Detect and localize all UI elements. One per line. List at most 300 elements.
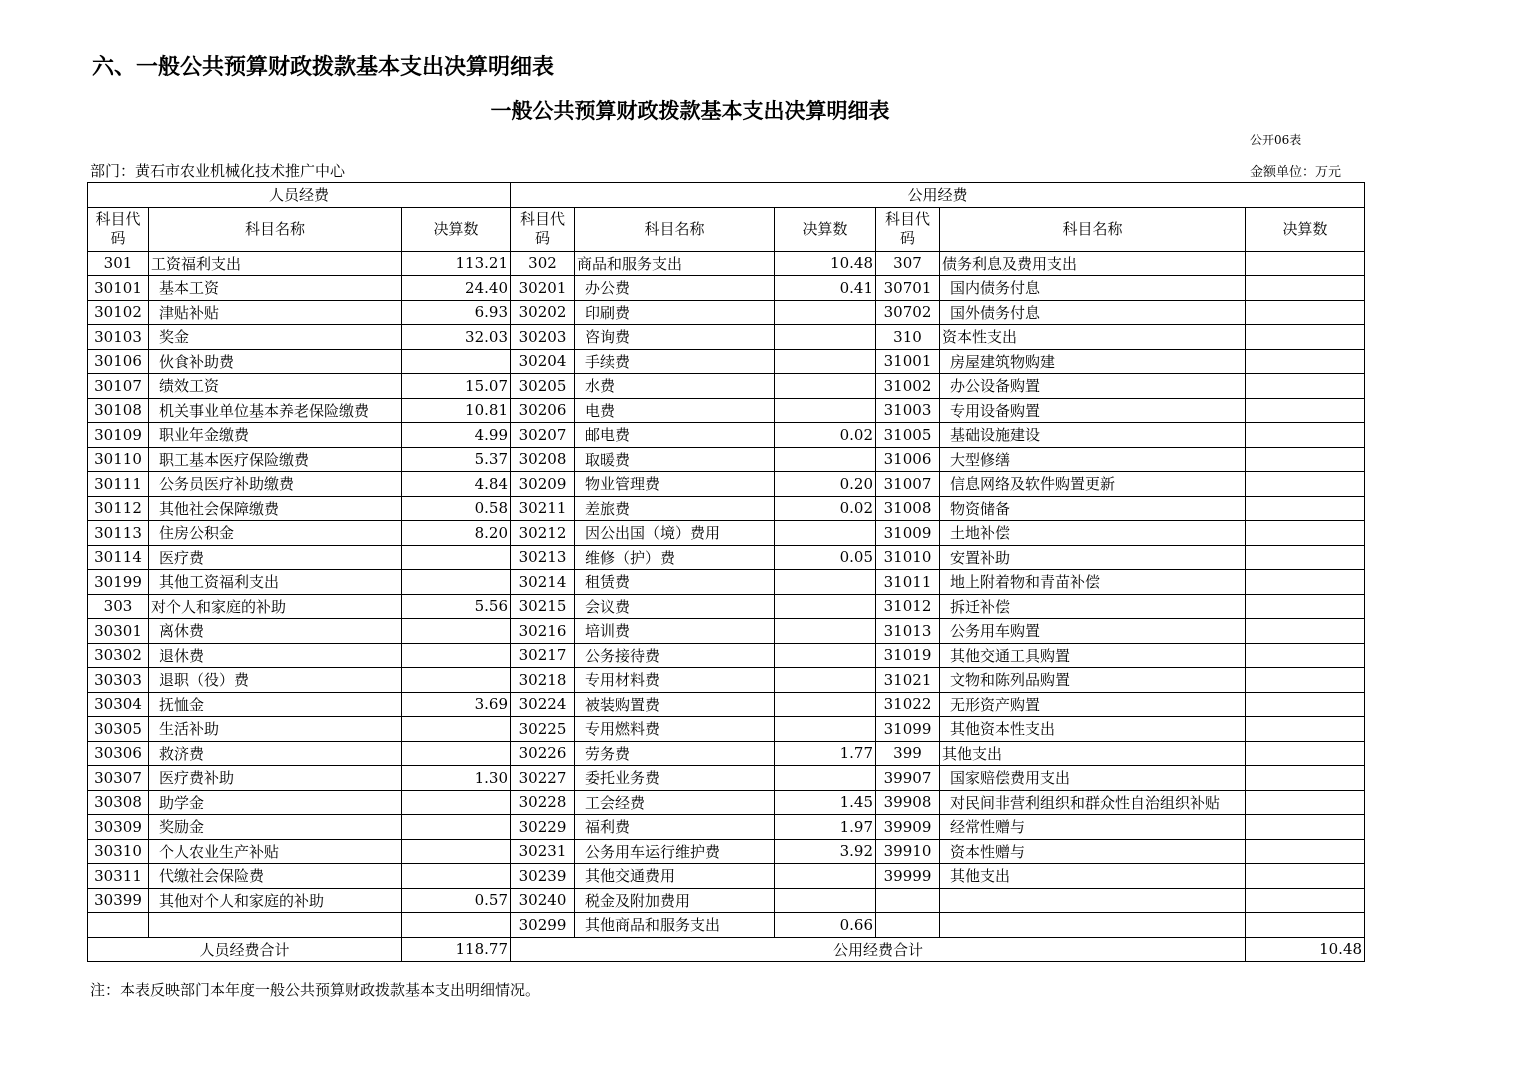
table-row bbox=[88, 619, 1365, 644]
item-amount bbox=[1246, 545, 1365, 570]
col-header-amount: 决算数 bbox=[1246, 207, 1365, 251]
item-name: 医疗费补助 bbox=[149, 766, 402, 791]
table-row bbox=[88, 668, 1365, 693]
item-name: 咨询费 bbox=[575, 325, 775, 350]
item-name: 安置补助 bbox=[940, 545, 1246, 570]
item-code: 30106 bbox=[88, 349, 149, 374]
item-name: 福利费 bbox=[575, 815, 775, 840]
item-amount: 0.02 bbox=[775, 496, 876, 521]
item-name: 债务利息及费用支出 bbox=[940, 251, 1246, 276]
group-header-row bbox=[88, 183, 1365, 208]
item-code: 303 bbox=[88, 594, 149, 619]
item-amount: 0.05 bbox=[775, 545, 876, 570]
item-name: 大型修缮 bbox=[940, 447, 1246, 472]
item-code: 30304 bbox=[88, 692, 149, 717]
table-row bbox=[88, 643, 1365, 668]
item-code: 30306 bbox=[88, 741, 149, 766]
table-row bbox=[88, 374, 1365, 399]
item-code: 30239 bbox=[511, 864, 575, 889]
item-name: 代缴社会保险费 bbox=[149, 864, 402, 889]
item-amount bbox=[775, 668, 876, 693]
col-header-code: 科目代码 bbox=[88, 207, 149, 251]
item-code: 39908 bbox=[876, 790, 940, 815]
item-name: 电费 bbox=[575, 398, 775, 423]
item-name: 劳务费 bbox=[575, 741, 775, 766]
table-title: 一般公共预算财政拨款基本支出决算明细表 bbox=[490, 99, 890, 123]
item-code: 31001 bbox=[876, 349, 940, 374]
item-code: 31005 bbox=[876, 423, 940, 448]
item-code: 31011 bbox=[876, 570, 940, 595]
item-code: 30399 bbox=[88, 888, 149, 913]
item-name: 医疗费 bbox=[149, 545, 402, 570]
item-code: 31002 bbox=[876, 374, 940, 399]
item-code: 30207 bbox=[511, 423, 575, 448]
item-amount: 6.93 bbox=[402, 300, 511, 325]
item-code: 30240 bbox=[511, 888, 575, 913]
table-row bbox=[88, 423, 1365, 448]
item-name: 水费 bbox=[575, 374, 775, 399]
item-amount: 1.77 bbox=[775, 741, 876, 766]
item-amount bbox=[1246, 692, 1365, 717]
item-amount bbox=[775, 619, 876, 644]
table-row bbox=[88, 496, 1365, 521]
item-name: 公务用车运行维护费 bbox=[575, 839, 775, 864]
item-amount: 15.07 bbox=[402, 374, 511, 399]
item-amount: 0.66 bbox=[775, 913, 876, 938]
item-name: 工会经费 bbox=[575, 790, 775, 815]
item-code: 30214 bbox=[511, 570, 575, 595]
item-name bbox=[149, 913, 402, 938]
item-amount bbox=[775, 594, 876, 619]
item-amount bbox=[775, 521, 876, 546]
item-amount bbox=[775, 325, 876, 350]
item-code: 302 bbox=[511, 251, 575, 276]
item-name: 救济费 bbox=[149, 741, 402, 766]
item-name: 公务接待费 bbox=[575, 643, 775, 668]
item-amount bbox=[1246, 447, 1365, 472]
column-header-row bbox=[88, 207, 1365, 251]
item-amount bbox=[1246, 594, 1365, 619]
item-amount: 10.81 bbox=[402, 398, 511, 423]
item-name: 印刷费 bbox=[575, 300, 775, 325]
item-code: 30702 bbox=[876, 300, 940, 325]
item-name: 绩效工资 bbox=[149, 374, 402, 399]
item-amount bbox=[402, 349, 511, 374]
item-amount bbox=[1246, 815, 1365, 840]
item-code: 30231 bbox=[511, 839, 575, 864]
item-amount: 0.58 bbox=[402, 496, 511, 521]
item-code bbox=[876, 913, 940, 938]
item-amount bbox=[402, 790, 511, 815]
item-amount: 3.92 bbox=[775, 839, 876, 864]
item-name: 伙食补助费 bbox=[149, 349, 402, 374]
item-code: 30102 bbox=[88, 300, 149, 325]
table-row bbox=[88, 717, 1365, 742]
item-name: 对个人和家庭的补助 bbox=[149, 594, 402, 619]
item-code: 31099 bbox=[876, 717, 940, 742]
item-code: 30209 bbox=[511, 472, 575, 497]
col-header-code: 科目代码 bbox=[876, 207, 940, 251]
item-name: 其他商品和服务支出 bbox=[575, 913, 775, 938]
item-amount bbox=[1246, 349, 1365, 374]
item-code: 30307 bbox=[88, 766, 149, 791]
table-row bbox=[88, 790, 1365, 815]
item-name: 会议费 bbox=[575, 594, 775, 619]
item-name: 专用材料费 bbox=[575, 668, 775, 693]
item-amount: 5.37 bbox=[402, 447, 511, 472]
item-amount bbox=[402, 864, 511, 889]
item-code: 31010 bbox=[876, 545, 940, 570]
item-name: 办公设备购置 bbox=[940, 374, 1246, 399]
item-amount bbox=[402, 668, 511, 693]
item-amount bbox=[1246, 643, 1365, 668]
item-amount: 3.69 bbox=[402, 692, 511, 717]
item-amount bbox=[402, 570, 511, 595]
item-name: 其他交通工具购置 bbox=[940, 643, 1246, 668]
item-code: 31003 bbox=[876, 398, 940, 423]
table-row bbox=[88, 692, 1365, 717]
public-group-header: 公用经费 bbox=[511, 183, 1365, 208]
item-amount bbox=[1246, 374, 1365, 399]
item-code: 30111 bbox=[88, 472, 149, 497]
item-code: 31012 bbox=[876, 594, 940, 619]
item-name: 房屋建筑物购建 bbox=[940, 349, 1246, 374]
item-code: 30206 bbox=[511, 398, 575, 423]
item-name bbox=[940, 913, 1246, 938]
col-header-name: 科目名称 bbox=[940, 207, 1246, 251]
item-name: 职业年金缴费 bbox=[149, 423, 402, 448]
item-amount bbox=[1246, 251, 1365, 276]
item-name: 文物和陈列品购置 bbox=[940, 668, 1246, 693]
item-name: 信息网络及软件购置更新 bbox=[940, 472, 1246, 497]
item-name: 专用燃料费 bbox=[575, 717, 775, 742]
item-name: 资本性赠与 bbox=[940, 839, 1246, 864]
item-name: 税金及附加费用 bbox=[575, 888, 775, 913]
item-name: 其他支出 bbox=[940, 864, 1246, 889]
item-amount bbox=[775, 570, 876, 595]
item-name: 委托业务费 bbox=[575, 766, 775, 791]
item-code bbox=[88, 913, 149, 938]
item-amount bbox=[1246, 913, 1365, 938]
item-name: 手续费 bbox=[575, 349, 775, 374]
table-row bbox=[88, 276, 1365, 301]
item-amount bbox=[775, 766, 876, 791]
item-name: 公务员医疗补助缴费 bbox=[149, 472, 402, 497]
item-name: 差旅费 bbox=[575, 496, 775, 521]
item-amount bbox=[775, 864, 876, 889]
item-name: 机关事业单位基本养老保险缴费 bbox=[149, 398, 402, 423]
item-code: 31021 bbox=[876, 668, 940, 693]
table-row bbox=[88, 815, 1365, 840]
item-code: 30110 bbox=[88, 447, 149, 472]
item-amount bbox=[775, 349, 876, 374]
table-row bbox=[88, 594, 1365, 619]
item-amount bbox=[1246, 888, 1365, 913]
item-amount bbox=[775, 398, 876, 423]
table-row bbox=[88, 251, 1365, 276]
item-code: 30208 bbox=[511, 447, 575, 472]
item-name: 基本工资 bbox=[149, 276, 402, 301]
item-amount bbox=[775, 300, 876, 325]
item-name: 助学金 bbox=[149, 790, 402, 815]
item-code: 30103 bbox=[88, 325, 149, 350]
item-amount: 0.20 bbox=[775, 472, 876, 497]
item-code: 31022 bbox=[876, 692, 940, 717]
item-code: 30204 bbox=[511, 349, 575, 374]
personnel-total-value: 118.77 bbox=[402, 937, 511, 962]
item-code: 30202 bbox=[511, 300, 575, 325]
item-code: 30112 bbox=[88, 496, 149, 521]
item-code: 30701 bbox=[876, 276, 940, 301]
item-amount bbox=[1246, 423, 1365, 448]
expenditure-table bbox=[87, 182, 1365, 962]
totals-row bbox=[88, 937, 1365, 962]
col-header-name: 科目名称 bbox=[575, 207, 775, 251]
table-row bbox=[88, 913, 1365, 938]
item-amount bbox=[1246, 570, 1365, 595]
item-code: 30226 bbox=[511, 741, 575, 766]
footnote: 注：本表反映部门本年度一般公共预算财政拨款基本支出明细情况。 bbox=[90, 981, 541, 999]
item-name: 物资储备 bbox=[940, 496, 1246, 521]
item-amount bbox=[402, 643, 511, 668]
item-amount: 1.97 bbox=[775, 815, 876, 840]
table-row bbox=[88, 325, 1365, 350]
item-name: 取暖费 bbox=[575, 447, 775, 472]
item-amount bbox=[1246, 325, 1365, 350]
item-code: 30218 bbox=[511, 668, 575, 693]
table-row bbox=[88, 349, 1365, 374]
table-row bbox=[88, 839, 1365, 864]
item-name: 离休费 bbox=[149, 619, 402, 644]
item-name: 办公费 bbox=[575, 276, 775, 301]
item-amount: 4.99 bbox=[402, 423, 511, 448]
item-amount bbox=[775, 692, 876, 717]
table-row bbox=[88, 398, 1365, 423]
item-name: 邮电费 bbox=[575, 423, 775, 448]
item-name: 拆迁补偿 bbox=[940, 594, 1246, 619]
table-row bbox=[88, 472, 1365, 497]
item-code: 31019 bbox=[876, 643, 940, 668]
item-name: 因公出国（境）费用 bbox=[575, 521, 775, 546]
item-amount bbox=[1246, 741, 1365, 766]
item-amount bbox=[1246, 668, 1365, 693]
item-name: 其他支出 bbox=[940, 741, 1246, 766]
item-code: 30305 bbox=[88, 717, 149, 742]
item-name: 其他对个人和家庭的补助 bbox=[149, 888, 402, 913]
item-code: 39909 bbox=[876, 815, 940, 840]
item-code: 30109 bbox=[88, 423, 149, 448]
table-row bbox=[88, 864, 1365, 889]
item-amount bbox=[1246, 398, 1365, 423]
item-name: 住房公积金 bbox=[149, 521, 402, 546]
col-header-amount: 决算数 bbox=[402, 207, 511, 251]
item-code: 30303 bbox=[88, 668, 149, 693]
item-amount: 32.03 bbox=[402, 325, 511, 350]
item-name: 奖励金 bbox=[149, 815, 402, 840]
item-amount: 24.40 bbox=[402, 276, 511, 301]
item-code: 30199 bbox=[88, 570, 149, 595]
item-code: 30107 bbox=[88, 374, 149, 399]
item-name: 个人农业生产补贴 bbox=[149, 839, 402, 864]
item-name: 国内债务付息 bbox=[940, 276, 1246, 301]
item-name: 其他工资福利支出 bbox=[149, 570, 402, 595]
item-name: 职工基本医疗保险缴费 bbox=[149, 447, 402, 472]
item-name: 土地补偿 bbox=[940, 521, 1246, 546]
item-code: 30113 bbox=[88, 521, 149, 546]
item-amount: 113.21 bbox=[402, 251, 511, 276]
item-amount bbox=[1246, 300, 1365, 325]
item-amount bbox=[402, 619, 511, 644]
item-code: 30310 bbox=[88, 839, 149, 864]
item-amount: 10.48 bbox=[775, 251, 876, 276]
item-name: 奖金 bbox=[149, 325, 402, 350]
item-code: 31009 bbox=[876, 521, 940, 546]
item-code: 30201 bbox=[511, 276, 575, 301]
item-name: 其他交通费用 bbox=[575, 864, 775, 889]
item-name: 生活补助 bbox=[149, 717, 402, 742]
item-name: 租赁费 bbox=[575, 570, 775, 595]
item-name: 地上附着物和青苗补偿 bbox=[940, 570, 1246, 595]
table-row bbox=[88, 741, 1365, 766]
item-amount bbox=[775, 447, 876, 472]
item-amount: 0.57 bbox=[402, 888, 511, 913]
item-amount bbox=[775, 717, 876, 742]
item-code: 30302 bbox=[88, 643, 149, 668]
item-code: 30203 bbox=[511, 325, 575, 350]
col-header-name: 科目名称 bbox=[149, 207, 402, 251]
item-name bbox=[940, 888, 1246, 913]
item-name: 退休费 bbox=[149, 643, 402, 668]
item-code: 30308 bbox=[88, 790, 149, 815]
item-code: 30229 bbox=[511, 815, 575, 840]
col-header-code: 科目代码 bbox=[511, 207, 575, 251]
item-amount: 0.41 bbox=[775, 276, 876, 301]
table-row bbox=[88, 888, 1365, 913]
item-name: 物业管理费 bbox=[575, 472, 775, 497]
public-total-label: 公用经费合计 bbox=[511, 937, 1246, 962]
col-header-amount: 决算数 bbox=[775, 207, 876, 251]
department-label: 部门：黄石市农业机械化技术推广中心 bbox=[90, 162, 346, 180]
table-row bbox=[88, 570, 1365, 595]
item-name: 国外债务付息 bbox=[940, 300, 1246, 325]
item-code: 30227 bbox=[511, 766, 575, 791]
item-amount bbox=[402, 545, 511, 570]
item-code: 31013 bbox=[876, 619, 940, 644]
item-amount bbox=[1246, 790, 1365, 815]
item-name: 基础设施建设 bbox=[940, 423, 1246, 448]
item-code: 30108 bbox=[88, 398, 149, 423]
item-code: 30225 bbox=[511, 717, 575, 742]
item-name: 其他资本性支出 bbox=[940, 717, 1246, 742]
section-heading: 六、一般公共预算财政拨款基本支出决算明细表 bbox=[92, 55, 555, 80]
table-row bbox=[88, 521, 1365, 546]
table-row bbox=[88, 447, 1365, 472]
item-name: 抚恤金 bbox=[149, 692, 402, 717]
item-amount bbox=[402, 839, 511, 864]
item-code: 30301 bbox=[88, 619, 149, 644]
item-code: 30217 bbox=[511, 643, 575, 668]
item-code: 30101 bbox=[88, 276, 149, 301]
item-code: 301 bbox=[88, 251, 149, 276]
unit-label: 金额单位：万元 bbox=[1250, 165, 1342, 180]
item-amount bbox=[1246, 496, 1365, 521]
item-amount: 1.45 bbox=[775, 790, 876, 815]
item-code: 30211 bbox=[511, 496, 575, 521]
item-amount: 0.02 bbox=[775, 423, 876, 448]
item-amount bbox=[402, 741, 511, 766]
item-name: 无形资产购置 bbox=[940, 692, 1246, 717]
item-code: 399 bbox=[876, 741, 940, 766]
item-code: 30228 bbox=[511, 790, 575, 815]
item-name: 退职（役）费 bbox=[149, 668, 402, 693]
personnel-total-label: 人员经费合计 bbox=[88, 937, 402, 962]
item-name: 公务用车购置 bbox=[940, 619, 1246, 644]
item-amount bbox=[1246, 717, 1365, 742]
item-code: 307 bbox=[876, 251, 940, 276]
item-name: 培训费 bbox=[575, 619, 775, 644]
item-code: 39910 bbox=[876, 839, 940, 864]
item-name: 维修（护）费 bbox=[575, 545, 775, 570]
item-name: 工资福利支出 bbox=[149, 251, 402, 276]
item-name: 其他社会保障缴费 bbox=[149, 496, 402, 521]
item-code: 30213 bbox=[511, 545, 575, 570]
item-name: 商品和服务支出 bbox=[575, 251, 775, 276]
item-code bbox=[876, 888, 940, 913]
item-code: 31007 bbox=[876, 472, 940, 497]
public-total-value: 10.48 bbox=[1246, 937, 1365, 962]
item-code: 39999 bbox=[876, 864, 940, 889]
item-code: 31008 bbox=[876, 496, 940, 521]
item-code: 30205 bbox=[511, 374, 575, 399]
item-amount bbox=[1246, 839, 1365, 864]
item-code: 31006 bbox=[876, 447, 940, 472]
table-number: 公开06表 bbox=[1250, 133, 1302, 147]
item-amount: 4.84 bbox=[402, 472, 511, 497]
item-name: 国家赔偿费用支出 bbox=[940, 766, 1246, 791]
item-amount: 8.20 bbox=[402, 521, 511, 546]
item-amount bbox=[1246, 472, 1365, 497]
item-amount bbox=[775, 643, 876, 668]
item-name: 经常性赠与 bbox=[940, 815, 1246, 840]
item-code: 30216 bbox=[511, 619, 575, 644]
item-amount bbox=[1246, 864, 1365, 889]
item-amount bbox=[775, 888, 876, 913]
item-amount bbox=[1246, 521, 1365, 546]
table-row bbox=[88, 300, 1365, 325]
item-name: 津贴补贴 bbox=[149, 300, 402, 325]
item-amount bbox=[1246, 619, 1365, 644]
table-row bbox=[88, 545, 1365, 570]
item-code: 30224 bbox=[511, 692, 575, 717]
item-code: 30311 bbox=[88, 864, 149, 889]
item-code: 30215 bbox=[511, 594, 575, 619]
item-name: 专用设备购置 bbox=[940, 398, 1246, 423]
item-amount: 5.56 bbox=[402, 594, 511, 619]
item-code: 30114 bbox=[88, 545, 149, 570]
item-amount bbox=[402, 717, 511, 742]
item-name: 被装购置费 bbox=[575, 692, 775, 717]
item-code: 30309 bbox=[88, 815, 149, 840]
item-amount bbox=[402, 815, 511, 840]
item-amount bbox=[775, 374, 876, 399]
item-amount bbox=[1246, 766, 1365, 791]
item-amount: 1.30 bbox=[402, 766, 511, 791]
item-code: 310 bbox=[876, 325, 940, 350]
item-code: 39907 bbox=[876, 766, 940, 791]
table-row bbox=[88, 766, 1365, 791]
item-name: 资本性支出 bbox=[940, 325, 1246, 350]
item-code: 30299 bbox=[511, 913, 575, 938]
